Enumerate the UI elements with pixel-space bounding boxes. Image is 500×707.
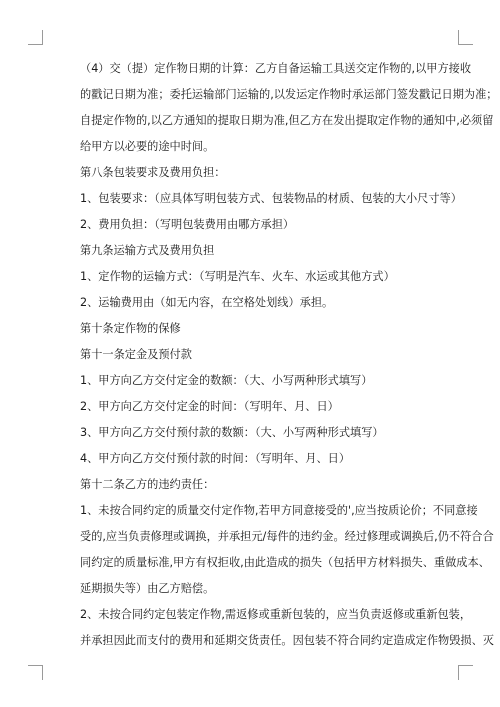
paragraph-line: 1、包装要求：（应具体写明包装方式、包装物品的材质、包装的大小尺寸等）	[80, 192, 462, 205]
paragraph-line: 2、运输费用由（如无内容，在空格处划线）承担。	[80, 296, 334, 309]
crop-mark-top-right	[458, 30, 473, 45]
section-heading: 第十条定作物的保修	[80, 322, 181, 335]
crop-mark-top-left	[28, 30, 43, 45]
paragraph-line: 延期损失等）由乙方赔偿。	[80, 582, 215, 595]
paragraph-line: 1、甲方向乙方交付定金的数额：（大、小写两种形式填写）	[80, 374, 373, 387]
section-heading: 第十二条乙方的违约责任：	[80, 478, 215, 491]
paragraph-line: 1、未按合同约定的质量交付定作物,若甲方同意接受的',应当按质论价；不同意接	[80, 504, 478, 517]
paragraph-line: 2、费用负担：（写明包装费用由哪方承担）	[80, 218, 295, 231]
section-heading: 第九条运输方式及费用负担	[80, 244, 215, 257]
paragraph-line: 同约定的质量标准,甲方有权拒收,由此造成的损失（包括甲方材料损失、重做成本、	[80, 556, 490, 569]
paragraph-line: 2、未按合同约定包装定作物,需返修或重新包装的，应当负责返修或重新包装，	[80, 608, 472, 621]
paragraph-line: 自提定作物的,以乙方通知的提取日期为准,但乙方在发出提取定作物的通知中,必须留	[80, 114, 494, 127]
paragraph-line: 3、甲方向乙方交付预付款的数额：（大、小写两种形式填写）	[80, 426, 384, 439]
paragraph-line: 并承担因此而支付的费用和延期交货责任。因包装不符合同约定造成定作物毁损、灭	[80, 634, 494, 647]
section-heading: 第八条包装要求及费用负担：	[80, 166, 226, 179]
paragraph-line: （4）交（提）定作物日期的计算：乙方自备运输工具送交定作物的,以甲方接收	[80, 62, 472, 75]
document-body	[80, 62, 498, 647]
paragraph-line: 给甲方以必要的途中时间。	[80, 140, 215, 153]
crop-mark-bottom-right	[458, 665, 473, 680]
paragraph-line: 的戳记日期为准；委托运输部门运输的,以发运定作物时承运部门签发戳记日期为准；	[80, 88, 498, 101]
paragraph-line: 2、甲方向乙方交付定金的时间：（写明年、月、日）	[80, 400, 339, 413]
section-heading: 第十一条定金及预付款	[80, 348, 192, 361]
paragraph-line: 4、甲方向乙方交付预付款的时间：（写明年、月、日）	[80, 452, 351, 465]
crop-mark-bottom-left	[28, 665, 43, 680]
paragraph-line: 受的,应当负责修理或调换，并承担元/每件的违约金。经过修理或调换后,仍不符合合	[80, 530, 494, 543]
paragraph-line: 1、定作物的运输方式：（写明是汽车、火车、水运或其他方式）	[80, 270, 395, 283]
